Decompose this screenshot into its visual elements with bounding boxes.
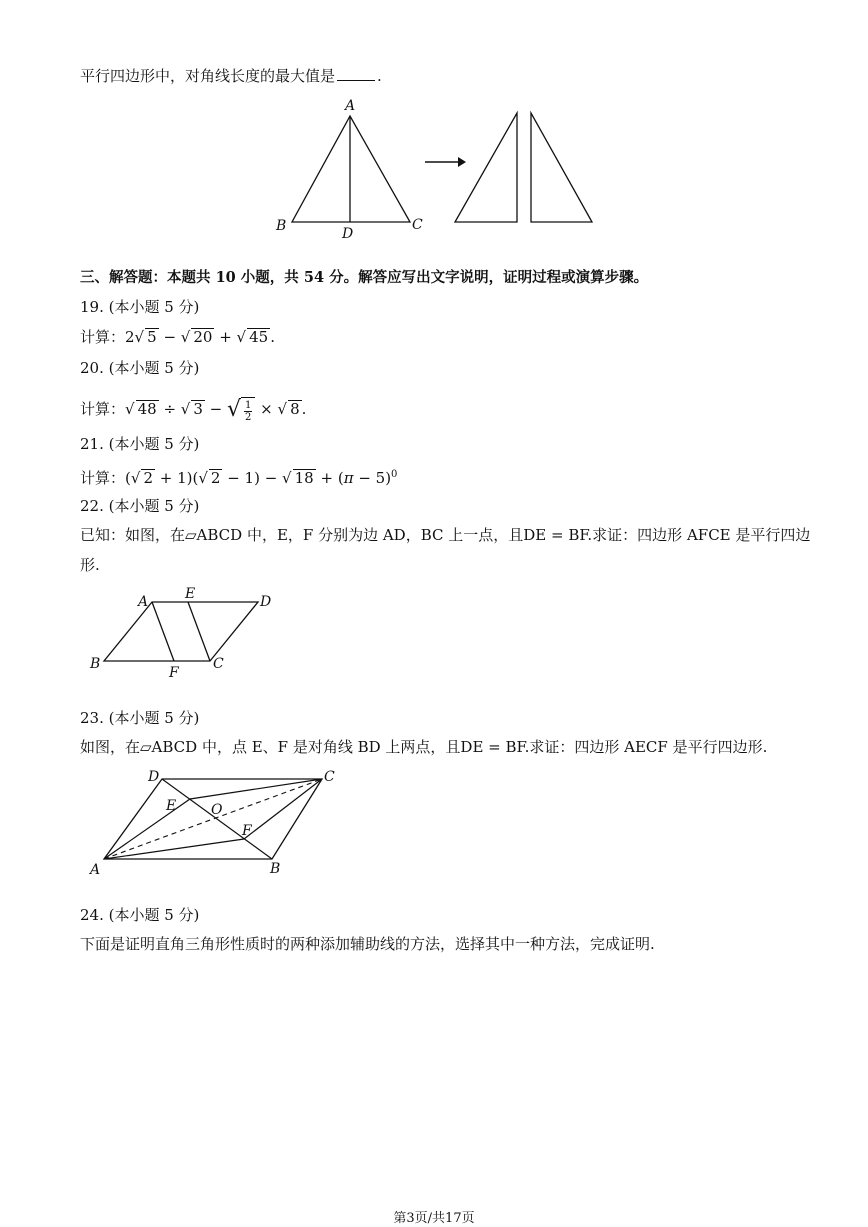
fig22-label-c: C: [213, 656, 224, 672]
fig18-label-c: C: [412, 217, 423, 233]
fig18-label-d: D: [342, 226, 354, 242]
question-22-number: 22. (本小题 5 分): [80, 497, 200, 515]
figure-22-parallelogram: [86, 584, 286, 684]
question-22-text-line1: 已知：如图，在▱ABCD 中，E，F 分别为边 AD，BC 上一点，且DE = BF.求证：四边形 AFCE 是平行四边: [80, 526, 811, 544]
q19-lead: 计算：: [80, 328, 126, 346]
fig18-label-b: B: [276, 218, 287, 234]
fig22-label-e: E: [185, 586, 196, 602]
question-19-expression: 计算：2√ 5 − √ 20 + √ 45 .: [80, 328, 275, 346]
fig23-label-e: E: [166, 798, 177, 814]
question-18-tail: [80, 66, 382, 86]
section-3-mid: 小题，共: [235, 269, 304, 286]
fig23-label-o: O: [211, 802, 223, 818]
question-24-number: 24. (本小题 5 分): [80, 906, 200, 924]
fig23-label-c: C: [324, 769, 335, 785]
fig22-label-a: A: [138, 594, 149, 610]
arrow-right-icon: [458, 157, 466, 167]
question-23-number: 23. (本小题 5 分): [80, 709, 200, 727]
question-20-number: 20. (本小题 5 分): [80, 359, 200, 377]
fig23-label-f: F: [242, 823, 252, 839]
fig22-label-b: B: [90, 656, 101, 672]
fig22-label-f: F: [169, 665, 179, 681]
fig22-label-d: D: [260, 594, 272, 610]
question-23-text: 如图，在▱ABCD 中，点 E、F 是对角线 BD 上两点，且DE = BF.求证：四边形 AECF 是平行四边形.: [80, 738, 768, 756]
answer-blank: [337, 66, 375, 81]
q18-text: 平行四边形中，对角线长度的最大值是: [80, 67, 336, 85]
fig23-label-a: A: [90, 862, 101, 878]
section-3-score: 54: [303, 269, 325, 286]
section-3-count: 10: [215, 269, 236, 286]
section-3-prefix: 三、解答题：本题共: [80, 269, 216, 286]
q18-period: .: [377, 67, 382, 85]
fig18-label-a: A: [345, 98, 356, 114]
section-3-header: [80, 268, 648, 288]
q20-lead: 计算：: [80, 400, 126, 418]
q21-lead: 计算：: [80, 469, 126, 487]
question-20-expression: 计算：√ 48 ÷ √ 3 − √ $\frac{1}{2}$ × √ 8 .: [80, 397, 307, 423]
fig23-label-d: D: [148, 769, 160, 785]
question-19-number: 19. (本小题 5 分): [80, 298, 200, 316]
fig23-label-b: B: [270, 861, 281, 877]
page-footer: 第3页/共17页: [393, 1211, 475, 1226]
question-22-text-line2: 形.: [80, 556, 100, 574]
figure-23-parallelogram: [86, 764, 356, 880]
question-24-text: 下面是证明直角三角形性质时的两种添加辅助线的方法，选择其中一种方法，完成证明.: [80, 935, 655, 953]
figure-18-triangle: [270, 96, 610, 241]
question-21-expression: 计算：(√ 2 + 1)(√ 2 − 1) − √ $18 + (\pi - 5)^0$: [80, 469, 398, 487]
section-3-suffix: 分。解答应写出文字说明，证明过程或演算步骤。: [324, 269, 649, 286]
question-21-number: 21. (本小题 5 分): [80, 435, 200, 453]
